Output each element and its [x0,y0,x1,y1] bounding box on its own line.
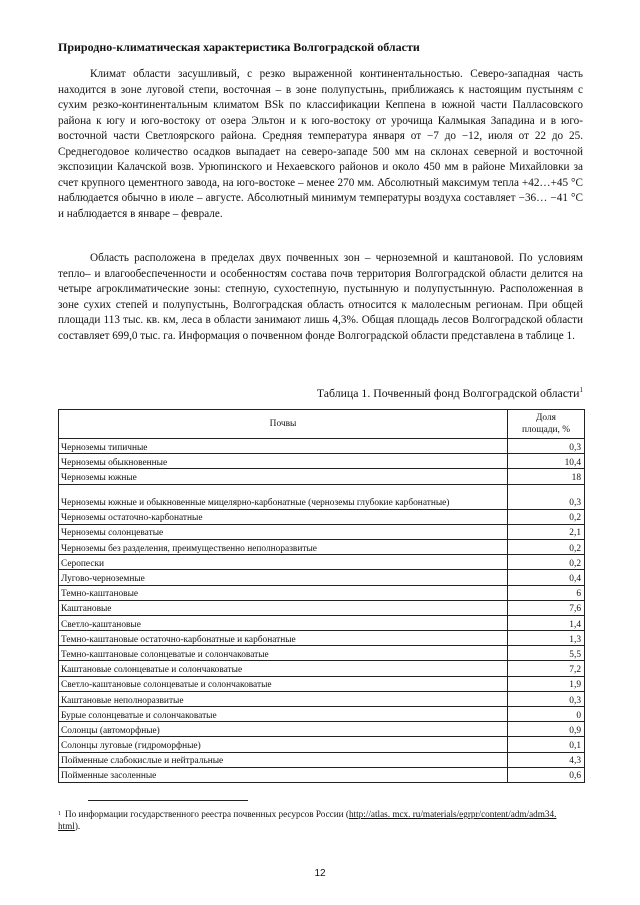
footnote-reference[interactable]: 1 [579,386,583,394]
soil-name-cell: Пойменные засоленные [59,767,508,782]
table-row [59,631,585,646]
share-cell: 0,3 [508,484,585,509]
column-header-share-line1: Доля [536,413,556,423]
soil-name-cell: Черноземы типичные [59,439,508,454]
soil-name-cell: Пойменные слабокислые и нейтральные [59,752,508,767]
share-cell: 0,9 [508,722,585,737]
share-cell: 7,2 [508,661,585,676]
table-row [59,570,585,585]
share-cell: 10,4 [508,454,585,469]
table-row [59,439,585,454]
share-cell: 0,6 [508,767,585,782]
column-header-share [508,410,585,439]
soil-name-cell: Черноземы солонцеватые [59,524,508,539]
table-row [59,484,585,509]
table-row [59,691,585,706]
paragraph-climate: Климат области засушливый, с резко выраженной континентальностью. Северо-западная часть находится в зоне луговой степи, восточная – в зоне полупустынь, приближаясь к настоящим пустыням с сухим резко-континентальным климатом BSk по классификации Кеппена в южной части Палласовского района к югу и юго-востоку от озера Эльтон и к юго-востоку от урочища Калмыкая Западина и в юго-восточной части Светлоярского района. Средняя температура января от −7 до −12, июля от 22 до 25. Среднегодовое количество осадков выпадает на северо-западе 500 мм на склонах северной и восточной экспозиции Калачской возв. Урюпинского и Нехаевского районов и около 450 мм в районе Михайловки за счет крупного цементного завода, на юго-востоке – менее 270 мм. Абсолютный максимум тепла +42…+45 °С наблюдается обычно в июле – августе. Абсолютный минимум температуры воздуха составляет −36… −41 °С и наблюдается в январе – феврале. [58,68,583,220]
footnote-link[interactable]: http://atlas. mcx. ru/materials/egrpr/content/adm/adm34. html [58,809,557,831]
table-row [59,454,585,469]
soil-name-cell: Черноземы обыкновенные [59,454,508,469]
soil-name-cell: Солонцы луговые (гидроморфные) [59,737,508,752]
soil-name-cell: Светло-каштановые [59,615,508,630]
table-row [59,539,585,554]
page-number: 12 [314,868,326,879]
paragraph-soil-zones: Область расположена в пределах двух почвенных зон – черноземной и каштановой. По условиям тепло– и влагообеспеченности и особенностям состава почв территория Волгоградской области делится на четыре агроклиматические зоны: степную, сухостепную, пустынную и полупустынную. Расположенная в зоне сухих степей и полупустынь, Волгоградская область относится к малолесным регионам. При общей площади 113 тыс. кв. км, леса в области занимают лишь 4,3%. Общая площадь лесов Волгоградской области составляет 699,0 тыс. га. Информация о почвенном фонде Волгоградской области представлена в таблице 1. [58,252,583,342]
share-cell: 0,2 [508,555,585,570]
table-caption-text: Таблица 1. Почвенный фонд Волгоградской области [316,386,580,400]
table-row [59,524,585,539]
table-row [59,676,585,691]
share-cell: 0,2 [508,539,585,554]
soil-name-cell: Темно-каштановые остаточно-карбонатные и карбонатные [59,631,508,646]
soil-name-cell: Серопески [59,555,508,570]
share-cell: 0,3 [508,439,585,454]
share-cell: 1,4 [508,615,585,630]
footnote [58,808,568,832]
share-cell: 0 [508,707,585,722]
soil-name-cell: Черноземы южные [59,469,508,484]
table-row [59,469,585,484]
table-row [59,767,585,782]
soil-name-cell: Черноземы южные и обыкновенные мицелярно-карбонатные (черноземы глубокие карбонатные) [59,484,508,509]
footnote-tail: ). [74,821,81,831]
share-cell: 7,6 [508,600,585,615]
table-row [59,600,585,615]
soil-name-cell: Черноземы остаточно-карбонатные [59,509,508,524]
footnote-mark: 1 [58,811,61,817]
table-row [59,707,585,722]
table-row [59,555,585,570]
share-cell: 1,9 [508,676,585,691]
share-cell: 0,1 [508,737,585,752]
soil-fund-table [58,409,585,783]
soil-name-cell: Солонцы (автоморфные) [59,722,508,737]
table-row [59,646,585,661]
soil-name-cell: Черноземы без разделения, преимущественно неполноразвитые [59,539,508,554]
table-row [59,737,585,752]
table-caption [317,386,583,400]
soil-name-cell: Темно-каштановые солонцеватые и солончаковатые [59,646,508,661]
share-cell: 18 [508,469,585,484]
footnote-text: По информации государственного реестра почвенных ресурсов России ( [65,809,349,819]
soil-name-cell: Темно-каштановые [59,585,508,600]
share-cell: 6 [508,585,585,600]
table-row [59,661,585,676]
table-row [59,585,585,600]
share-cell: 0,3 [508,691,585,706]
share-cell: 0,4 [508,570,585,585]
soil-name-cell: Каштановые неполноразвитые [59,691,508,706]
footnote-divider [88,800,248,801]
table-row [59,509,585,524]
table-row [59,752,585,767]
section-title: Природно-климатическая характеристика Волгоградской области [58,40,420,54]
soil-name-cell: Лугово-черноземные [59,570,508,585]
column-header-soils: Почвы [59,410,508,439]
table-body [59,439,585,783]
column-header-share-line2: площади, % [521,425,571,435]
soil-name-cell: Бурые солонцеватые и солончаковатые [59,707,508,722]
share-cell: 5,5 [508,646,585,661]
share-cell: 2,1 [508,524,585,539]
share-cell: 4,3 [508,752,585,767]
soil-name-cell: Каштановые [59,600,508,615]
soil-name-cell: Каштановые солонцеватые и солончаковатые [59,661,508,676]
table-row [59,615,585,630]
table-row [59,722,585,737]
share-cell: 1,3 [508,631,585,646]
share-cell: 0,2 [508,509,585,524]
soil-name-cell: Светло-каштановые солонцеватые и солончаковатые [59,676,508,691]
